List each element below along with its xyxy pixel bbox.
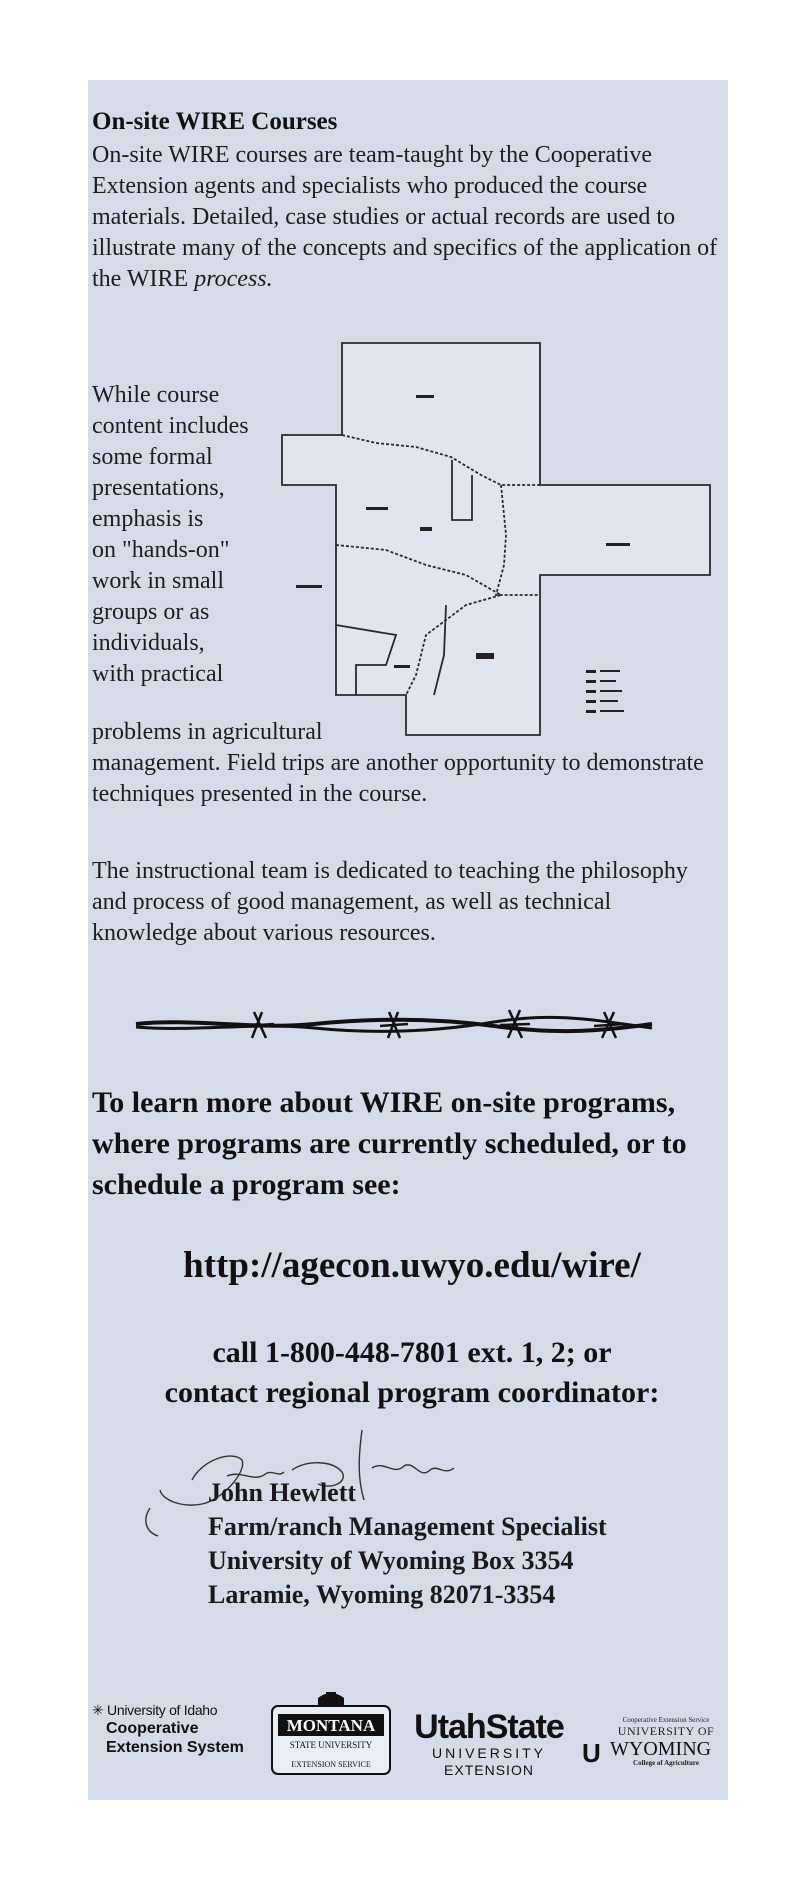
idaho-star-icon: ✳ [92, 1702, 104, 1718]
section-heading: On-site WIRE Courses [92, 108, 338, 135]
idaho-logo-line1: University of Idaho [107, 1702, 218, 1718]
utah-state-logo [414, 1710, 564, 1778]
montana-logo-line1: MONTANA [286, 1716, 376, 1735]
contact-org: University of Wyoming Box 3354 [208, 1546, 574, 1575]
intro-emphasis: process. [194, 266, 273, 292]
wyoming-logo [582, 1716, 728, 1767]
program-url-link[interactable]: http://agecon.uwyo.edu/wire/ [183, 1245, 641, 1286]
regional-map-illustration [276, 335, 716, 745]
wyoming-u-mark-icon: U [582, 1738, 601, 1768]
wrapped-line: individuals, [92, 630, 205, 656]
wyoming-logo-line0: Cooperative Extension Service [622, 1716, 710, 1724]
partner-logos [88, 1690, 728, 1780]
utah-logo-line2: UNIVERSITY [431, 1745, 546, 1761]
contact-title: Farm/ranch Management Specialist [208, 1512, 607, 1541]
barbed-wire-divider [134, 1004, 654, 1048]
intro-paragraph [92, 140, 722, 295]
wyoming-logo-line2: WYOMING [610, 1738, 712, 1760]
montana-logo-line2: STATE UNIVERSITY [289, 1740, 373, 1750]
wrapped-line: problems in agricultural [92, 719, 323, 745]
wrapped-line: groups or as [92, 599, 210, 625]
wrapped-line: with practical [92, 661, 224, 687]
wrapped-line: content includes [92, 413, 249, 439]
field-trips-paragraph: management. Field trips are another opportunity to demonstrate techniques presented in the course. [92, 750, 704, 807]
wrapped-line: work in small [92, 568, 224, 594]
montana-state-logo [266, 1690, 396, 1776]
utah-logo-line1: UtahState [414, 1708, 564, 1746]
utah-logo-line3: EXTENSION [444, 1762, 534, 1778]
wrapped-line: on "hands-on" [92, 537, 230, 563]
wrapped-line: presentations, [92, 475, 225, 501]
wrapped-line: some formal [92, 444, 213, 470]
contact-name: John Hewlett [208, 1478, 357, 1507]
wrapped-line: emphasis is [92, 506, 204, 532]
phone-contact-block [92, 1333, 732, 1413]
wyoming-logo-line1: UNIVERSITY OF [617, 1724, 715, 1738]
idaho-logo [92, 1702, 244, 1757]
contact-city: Laramie, Wyoming 82071-3354 [208, 1580, 556, 1609]
call-to-action: To learn more about WIRE on-site programs, where programs are currently scheduled, or to schedule a program see: [92, 1086, 687, 1201]
wrapped-line: While course [92, 382, 220, 408]
intro-text: On-site WIRE courses are team-taught by the Cooperative Extension agents and specialists who produced the course materials. Detailed, case studies or actual records are used to illustrate many of the concepts and specifics of the application of the WIRE [92, 142, 718, 292]
idaho-logo-line2: Cooperative [106, 1720, 199, 1737]
phone-line: call 1-800-448-7801 ext. 1, 2; or [212, 1336, 612, 1369]
instructional-team-paragraph: The instructional team is dedicated to teaching the philosophy and process of good management, as well as technical knowledge about various resources. [92, 858, 688, 946]
coordinator-line: contact regional program coordinator: [164, 1376, 660, 1409]
coordinator-contact [208, 1476, 607, 1612]
wyoming-logo-line3: College of Agriculture [633, 1759, 699, 1767]
idaho-logo-line3: Extension System [106, 1739, 244, 1756]
montana-logo-line3: EXTENSION SERVICE [291, 1760, 371, 1769]
